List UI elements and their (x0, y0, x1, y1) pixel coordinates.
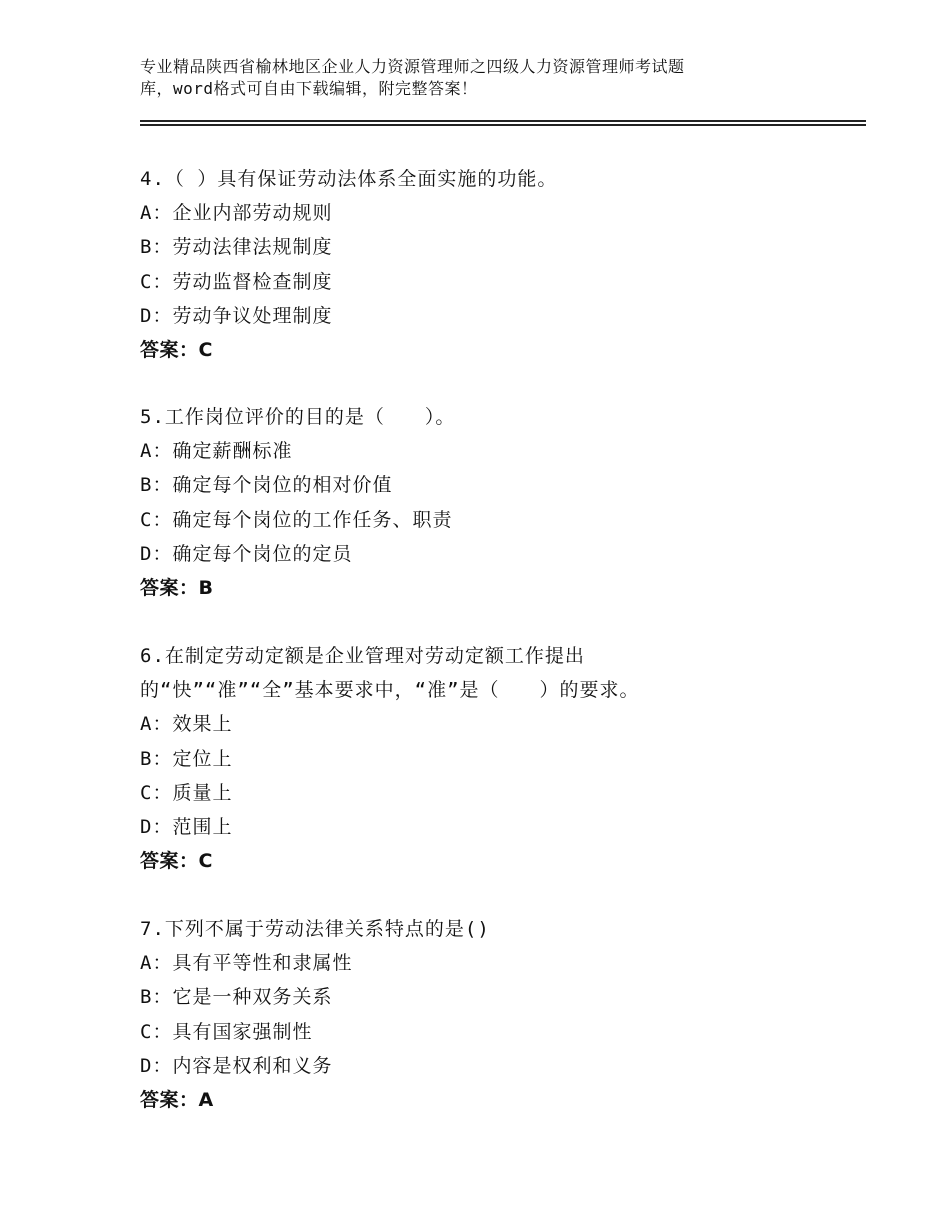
option-c: C：确定每个岗位的工作任务、职责 (140, 508, 453, 531)
question-7 (140, 912, 860, 1117)
option-d: D：确定每个岗位的定员 (140, 542, 353, 565)
option-d: D：内容是权利和义务 (140, 1054, 333, 1077)
option-d: D：范围上 (140, 815, 233, 838)
option-b: B：确定每个岗位的相对价值 (140, 474, 393, 497)
question-stem-line-2: 的“快”“准”“全”基本要求中，“准”是（ ）的要求。 (140, 679, 640, 702)
question-5 (140, 400, 860, 605)
option-d: D：劳动争议处理制度 (140, 304, 333, 327)
question-4 (140, 162, 860, 367)
option-a: A：效果上 (140, 713, 233, 736)
option-b: B：劳动法律法规制度 (140, 236, 333, 259)
header-divider-top (140, 120, 866, 122)
option-c: C：劳动监督检查制度 (140, 270, 333, 293)
header-divider-bottom (140, 124, 866, 126)
question-stem: 5.工作岗位评价的目的是（ ）。 (140, 406, 456, 428)
answer-label: 答案：C (140, 338, 213, 361)
header-title-line-1: 专业精品陕西省榆林地区企业人力资源管理师之四级人力资源管理师考试题 (140, 57, 685, 76)
option-b: B：它是一种双务关系 (140, 986, 333, 1009)
question-6 (140, 639, 860, 878)
question-stem-line-1: 6.在制定劳动定额是企业管理对劳动定额工作提出 (140, 645, 585, 667)
option-c: C：质量上 (140, 781, 233, 804)
document-header (140, 56, 800, 100)
option-c: C：具有国家强制性 (140, 1020, 313, 1043)
answer-label: 答案：A (140, 1088, 214, 1111)
option-a: A：具有平等性和隶属性 (140, 952, 353, 975)
answer-label: 答案：C (140, 850, 213, 873)
header-title-line-2: 库，word格式可自由下载编辑，附完整答案！ (140, 79, 478, 98)
answer-label: 答案：B (140, 576, 214, 599)
option-a: A：企业内部劳动规则 (140, 202, 333, 225)
option-a: A：确定薪酬标准 (140, 440, 293, 463)
question-stem: 7.下列不属于劳动法律关系特点的是() (140, 918, 490, 940)
option-b: B：定位上 (140, 747, 233, 770)
question-stem: 4.（ ）具有保证劳动法体系全面实施的功能。 (140, 168, 558, 190)
